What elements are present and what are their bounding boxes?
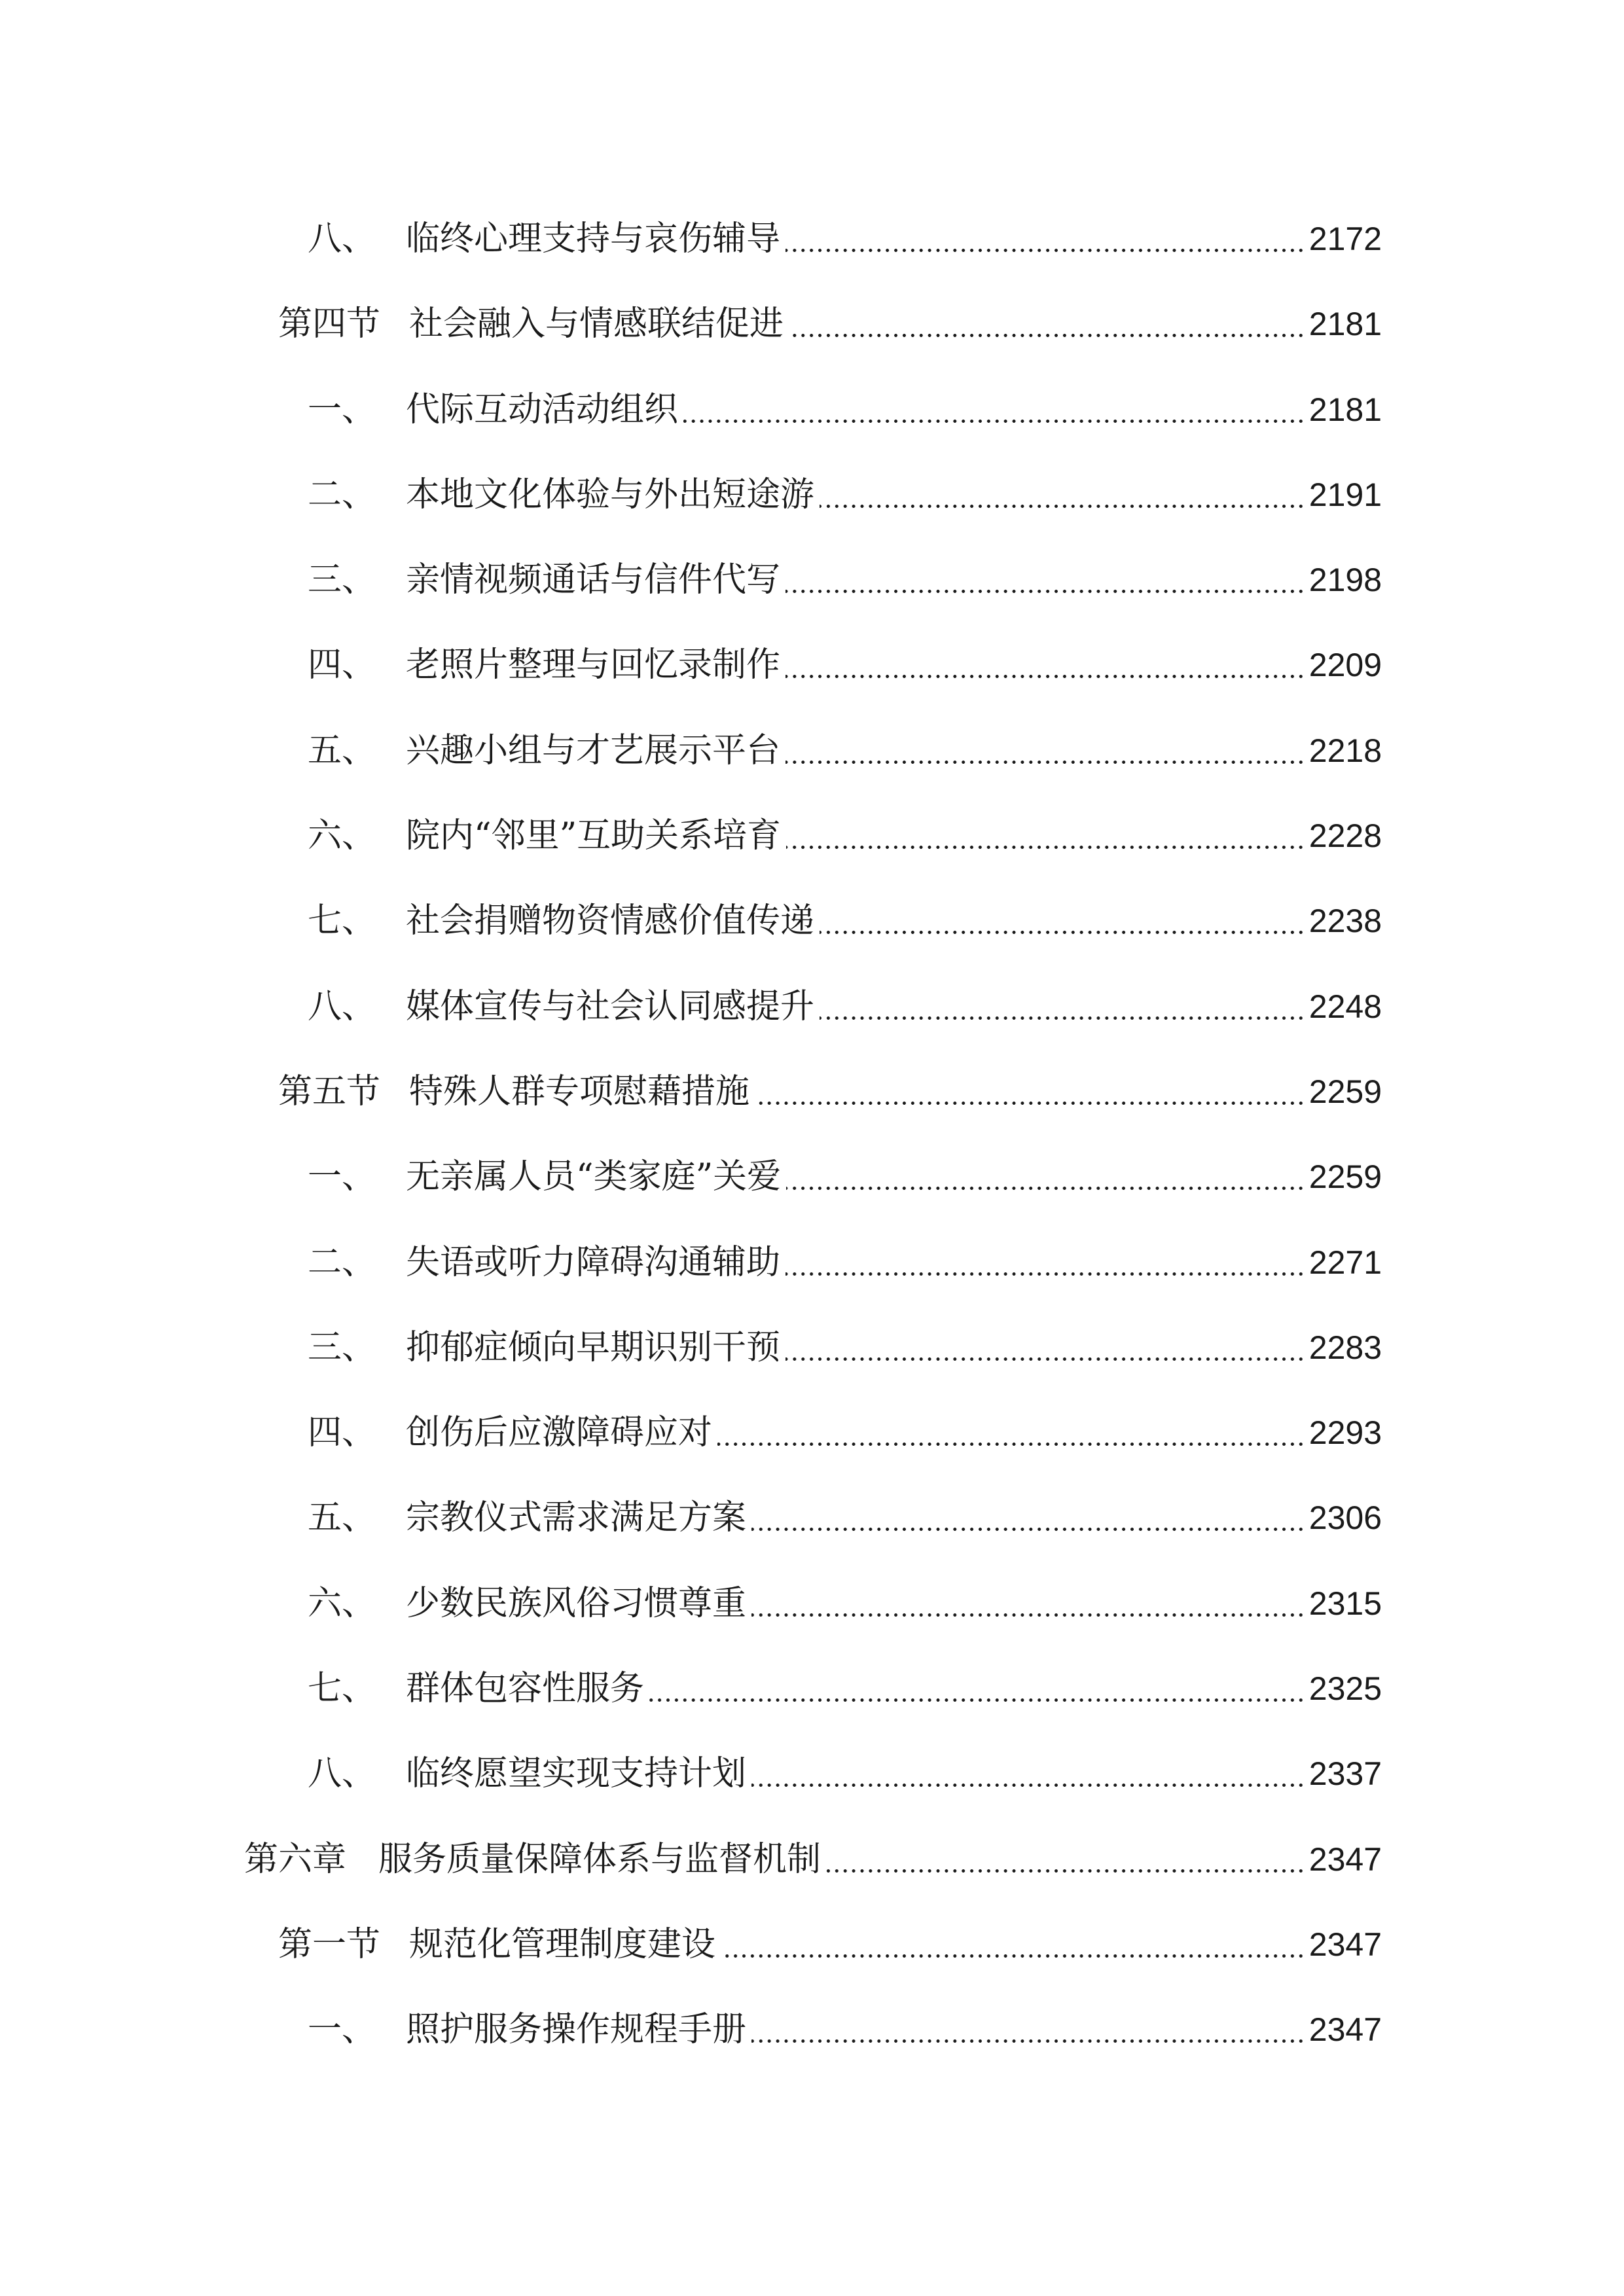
entry-number: 七、 — [308, 1669, 376, 1709]
entry-number: 第四节 — [278, 304, 381, 344]
toc-entry[interactable] — [0, 1054, 1624, 1139]
dot-leader — [820, 984, 1305, 1030]
entry-page-number: 2347 — [1308, 1840, 1382, 1878]
entry-number: 七、 — [308, 901, 376, 941]
entry-number: 八、 — [308, 986, 376, 1026]
entry-title: 规范化管理制度建设 — [409, 1924, 716, 1964]
toc-entry[interactable] — [0, 628, 1624, 713]
entry-page-number: 2259 — [1308, 1073, 1382, 1110]
toc-entry[interactable] — [0, 713, 1624, 798]
dot-leader — [751, 1581, 1305, 1626]
dot-leader — [786, 1154, 1305, 1200]
entry-page-number: 2191 — [1308, 476, 1382, 513]
dot-leader — [785, 216, 1305, 262]
toc-entry[interactable] — [0, 1395, 1624, 1480]
entry-page-number: 2259 — [1308, 1158, 1382, 1196]
entry-title: 群体包容性服务 — [406, 1669, 645, 1709]
toc-entry[interactable] — [0, 287, 1624, 372]
entry-title: 失语或听力障碍沟通辅助 — [406, 1242, 781, 1282]
entry-page-number: 2248 — [1308, 988, 1382, 1025]
table-of-contents — [0, 202, 1624, 2078]
dot-leader — [789, 301, 1305, 347]
entry-page-number: 2283 — [1308, 1329, 1382, 1366]
entry-number: 二、 — [308, 1242, 376, 1282]
entry-title: 临终愿望实现支持计划 — [406, 1754, 747, 1794]
entry-page-number: 2172 — [1308, 221, 1382, 257]
dot-leader — [649, 1666, 1305, 1712]
entry-number: 一、 — [308, 389, 376, 429]
entry-title: 抑郁症倾向早期识别干预 — [406, 1327, 781, 1367]
entry-title: 媒体宣传与社会认同感提升 — [406, 986, 815, 1026]
dot-leader — [786, 813, 1305, 859]
entry-number: 第六章 — [244, 1839, 347, 1879]
entry-number: 三、 — [308, 1327, 376, 1367]
toc-entry[interactable] — [0, 1992, 1624, 2077]
toc-entry[interactable] — [0, 1225, 1624, 1310]
dot-leader — [820, 898, 1305, 944]
toc-entry[interactable] — [0, 1907, 1624, 1992]
entry-page-number: 2325 — [1308, 1670, 1382, 1708]
entry-page-number: 2198 — [1308, 562, 1382, 599]
entry-number: 四、 — [308, 645, 376, 685]
dot-leader — [820, 472, 1305, 518]
entry-title: 创伤后应激障碍应对 — [406, 1413, 713, 1453]
dot-leader — [717, 1410, 1305, 1456]
entry-title: 老照片整理与回忆录制作 — [406, 645, 781, 685]
entry-number: 四、 — [308, 1413, 376, 1453]
entry-number: 六、 — [308, 816, 376, 856]
entry-page-number: 2347 — [1308, 1926, 1382, 1963]
dot-leader — [785, 642, 1305, 688]
entry-page-number: 2218 — [1308, 732, 1382, 769]
entry-number: 八、 — [308, 219, 376, 259]
entry-title: 院内“邻里”互助关系培育 — [406, 816, 782, 856]
entry-title: 社会融入与情感联结促进 — [409, 304, 784, 344]
entry-page-number: 2228 — [1308, 817, 1382, 855]
toc-entry[interactable] — [0, 457, 1624, 543]
entry-number: 八、 — [308, 1754, 376, 1794]
entry-title: 亲情视频通话与信件代写 — [406, 560, 781, 600]
dot-leader — [683, 387, 1305, 433]
entry-page-number: 2271 — [1308, 1244, 1382, 1281]
entry-page-number: 2337 — [1308, 1755, 1382, 1793]
entry-title: 社会捐赠物资情感价值传递 — [406, 901, 815, 941]
dot-leader — [755, 1069, 1305, 1115]
toc-entry[interactable] — [0, 202, 1624, 287]
entry-number: 一、 — [308, 2010, 376, 2050]
dot-leader — [785, 1325, 1305, 1371]
entry-page-number: 2347 — [1308, 2011, 1382, 2049]
toc-entry[interactable] — [0, 884, 1624, 969]
toc-entry[interactable] — [0, 1651, 1624, 1736]
dot-leader — [826, 1837, 1305, 1882]
entry-page-number: 2315 — [1308, 1585, 1382, 1622]
entry-title: 本地文化体验与外出短途游 — [406, 475, 815, 514]
entry-title: 照护服务操作规程手册 — [406, 2010, 747, 2050]
entry-page-number: 2181 — [1308, 391, 1382, 428]
entry-title: 特殊人群专项慰藉措施 — [409, 1071, 750, 1111]
toc-entry[interactable] — [0, 798, 1624, 884]
entry-number: 五、 — [308, 730, 376, 770]
toc-entry[interactable] — [0, 543, 1624, 628]
entry-title: 临终心理支持与哀伤辅导 — [406, 219, 781, 259]
dot-leader — [785, 1240, 1305, 1285]
entry-number: 六、 — [308, 1583, 376, 1623]
entry-number: 第一节 — [278, 1924, 381, 1964]
entry-number: 五、 — [308, 1498, 376, 1538]
toc-entry[interactable] — [0, 372, 1624, 457]
entry-page-number: 2293 — [1308, 1414, 1382, 1452]
toc-entry[interactable] — [0, 1566, 1624, 1651]
toc-entry[interactable] — [0, 1822, 1624, 1907]
entry-title: 宗教仪式需求满足方案 — [406, 1498, 747, 1538]
toc-entry[interactable] — [0, 1480, 1624, 1566]
entry-title: 兴趣小组与才艺展示平台 — [406, 730, 781, 770]
dot-leader — [785, 728, 1305, 774]
dot-leader — [751, 2007, 1305, 2053]
toc-entry[interactable] — [0, 1139, 1624, 1225]
entry-page-number: 2181 — [1308, 306, 1382, 343]
toc-entry[interactable] — [0, 1736, 1624, 1821]
entry-title: 无亲属人员“类家庭”关爱 — [406, 1157, 782, 1197]
dot-leader — [721, 1922, 1305, 1967]
dot-leader — [751, 1751, 1305, 1797]
entry-page-number: 2306 — [1308, 1499, 1382, 1537]
entry-number: 三、 — [308, 560, 376, 600]
entry-number: 二、 — [308, 475, 376, 514]
entry-page-number: 2238 — [1308, 903, 1382, 940]
toc-entry[interactable] — [0, 1310, 1624, 1395]
dot-leader — [785, 557, 1305, 603]
dot-leader — [751, 1495, 1305, 1541]
entry-title: 少数民族风俗习惯尊重 — [406, 1583, 747, 1623]
entry-title: 服务质量保障体系与监督机制 — [378, 1839, 821, 1879]
entry-title: 代际互动活动组织 — [406, 389, 679, 429]
entry-number: 一、 — [308, 1157, 376, 1197]
entry-number: 第五节 — [278, 1071, 381, 1111]
entry-page-number: 2209 — [1308, 647, 1382, 684]
toc-entry[interactable] — [0, 969, 1624, 1054]
